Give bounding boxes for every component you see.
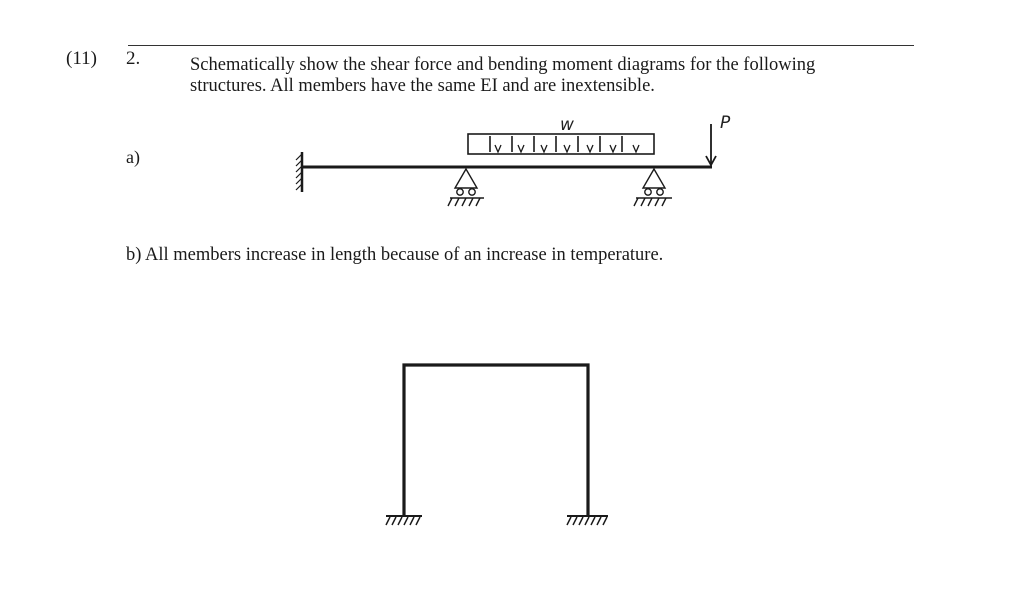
part-a-label: a): [126, 147, 140, 167]
fixed-base-right: [567, 516, 608, 525]
fixed-support-wall: [296, 152, 302, 192]
problem-number: (11): [66, 48, 97, 69]
part-b-text: b) All members increase in length because of an increase in temperature.: [126, 245, 664, 265]
beam-diagram-a: [296, 124, 716, 206]
load-p-label: P: [720, 113, 731, 133]
roller-support-2: [634, 169, 672, 206]
part-number: 2.: [126, 48, 141, 69]
frame-members: [404, 365, 588, 515]
distributed-load: [468, 134, 654, 154]
load-w-label: w: [560, 115, 574, 135]
portal-frame-b: [386, 365, 608, 525]
question-line-1: Schematically show the shear force and bending moment diagrams for the following: [190, 55, 816, 75]
fixed-base-left: [386, 516, 422, 525]
roller-support-1: [448, 169, 484, 206]
point-load-arrow: [706, 124, 716, 165]
question-line-2: structures. All members have the same EI and are inextensible.: [190, 76, 655, 96]
